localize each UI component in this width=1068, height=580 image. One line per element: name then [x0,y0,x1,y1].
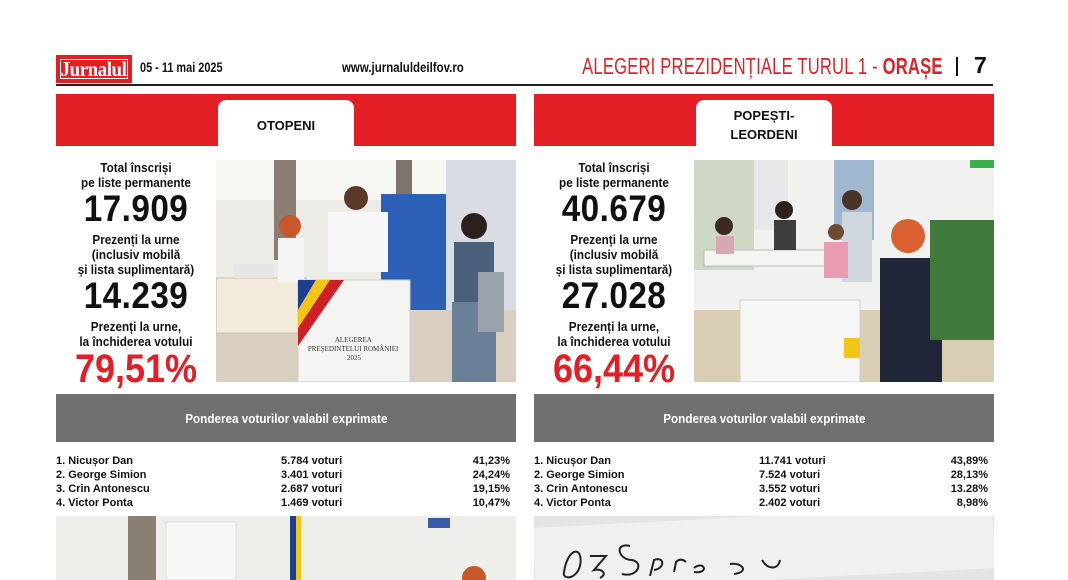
section-title [583,53,943,80]
polling-scene-illustration [694,160,994,382]
ballot-box-line-1: ALEGEREA [334,336,372,344]
city-panel-popesti-leordeni [534,94,994,580]
candidate-percent: 43,89% [950,455,988,467]
city-name: OTOPENI [256,117,316,133]
candidate-votes: 7.524 voturi [759,469,821,481]
results-list [56,454,516,510]
result-row [534,468,994,482]
candidate-percent: 8,98% [956,497,988,509]
present-label: Prezenți la urne (inclusiv mobilă și lista suplimentară) [555,232,673,277]
candidate-percent: 10,47% [472,497,510,509]
city-tab [218,100,354,150]
candidate-name: 3. Crin Antonescu [534,483,628,495]
section-title-prefix: ALEGERI PREZIDENȚIALE TURUL 1 - [582,53,884,79]
result-row [56,482,516,496]
website-url: www.jurnaluldeilfov.ro [342,59,464,75]
candidate-votes: 3.401 voturi [281,469,343,481]
ballot-box-line-2: PREȘEDINTELUI ROMÂNIEI [307,345,399,353]
city-panel-otopeni [56,94,516,580]
second-photo-illustration [56,516,516,580]
turnout-percent: 66,44% [552,347,676,391]
polling-station-photo [216,160,516,382]
present-value: 27.028 [561,275,667,316]
candidate-name: 3. Crin Antonescu [56,483,150,495]
polling-station-photo [694,160,994,382]
turnout-label: Prezenți la urne, la închiderea votului [557,319,671,349]
present-label: Prezenți la urne (inclusiv mobilă și lista suplimentară) [77,232,195,277]
candidate-votes: 2.687 voturi [281,483,343,495]
candidate-percent: 41,23% [472,455,510,467]
results-list [534,454,994,510]
registered-label: Total înscriși pe liste permanente [559,160,669,190]
candidate-name: 2. George Simion [534,469,625,481]
valid-votes-heading: Ponderea voturilor valabil exprimate [662,410,866,426]
registered-label: Total înscriși pe liste permanente [81,160,191,190]
result-row [534,454,994,468]
candidate-votes: 5.784 voturi [281,455,343,467]
newspaper-logo [56,55,132,83]
candidate-percent: 24,24% [472,469,510,481]
result-row [56,496,516,510]
candidate-name: 1. Nicușor Dan [56,455,134,467]
logo-text: Jurnalul [61,56,127,81]
valid-votes-bar [534,394,994,442]
result-row [56,468,516,482]
turnout-percent: 79,51% [74,347,198,391]
valid-votes-bar [56,394,516,442]
header-separator [956,57,958,76]
polling-scene-illustration [216,160,516,382]
issue-date: 05 - 11 mai 2025 [140,59,223,75]
candidate-percent: 28,13% [950,469,988,481]
result-row [56,454,516,468]
second-photo [56,516,516,580]
registered-value: 40.679 [561,188,667,229]
turnout-label: Prezenți la urne, la închiderea votului [79,319,193,349]
candidate-percent: 19,15% [472,483,510,495]
city-name: POPEȘTI- LEORDENI [730,108,798,142]
candidate-votes: 2.402 voturi [759,497,821,509]
result-row [534,482,994,496]
candidate-votes: 11.741 voturi [759,455,826,467]
logo-frame [60,56,128,81]
second-photo-illustration [534,516,994,580]
result-row [534,496,994,510]
header-rule [56,84,993,86]
candidate-name: 4. Victor Ponta [534,497,611,509]
candidate-name: 4. Victor Ponta [56,497,133,509]
registered-value: 17.909 [83,188,189,229]
second-photo [534,516,994,580]
city-tab [696,100,832,150]
candidate-percent: 13.28% [950,483,988,495]
valid-votes-heading: Ponderea voturilor valabil exprimate [184,410,388,426]
candidate-name: 2. George Simion [56,469,147,481]
candidate-votes: 1.469 voturi [281,497,343,509]
candidate-name: 1. Nicușor Dan [534,455,612,467]
page-number: 7 [974,52,987,78]
present-value: 14.239 [83,275,189,316]
section-title-emphasis: ORAȘE [883,53,943,79]
candidate-votes: 3.552 voturi [759,483,821,495]
ballot-box-line-3: 2025 [347,354,361,362]
